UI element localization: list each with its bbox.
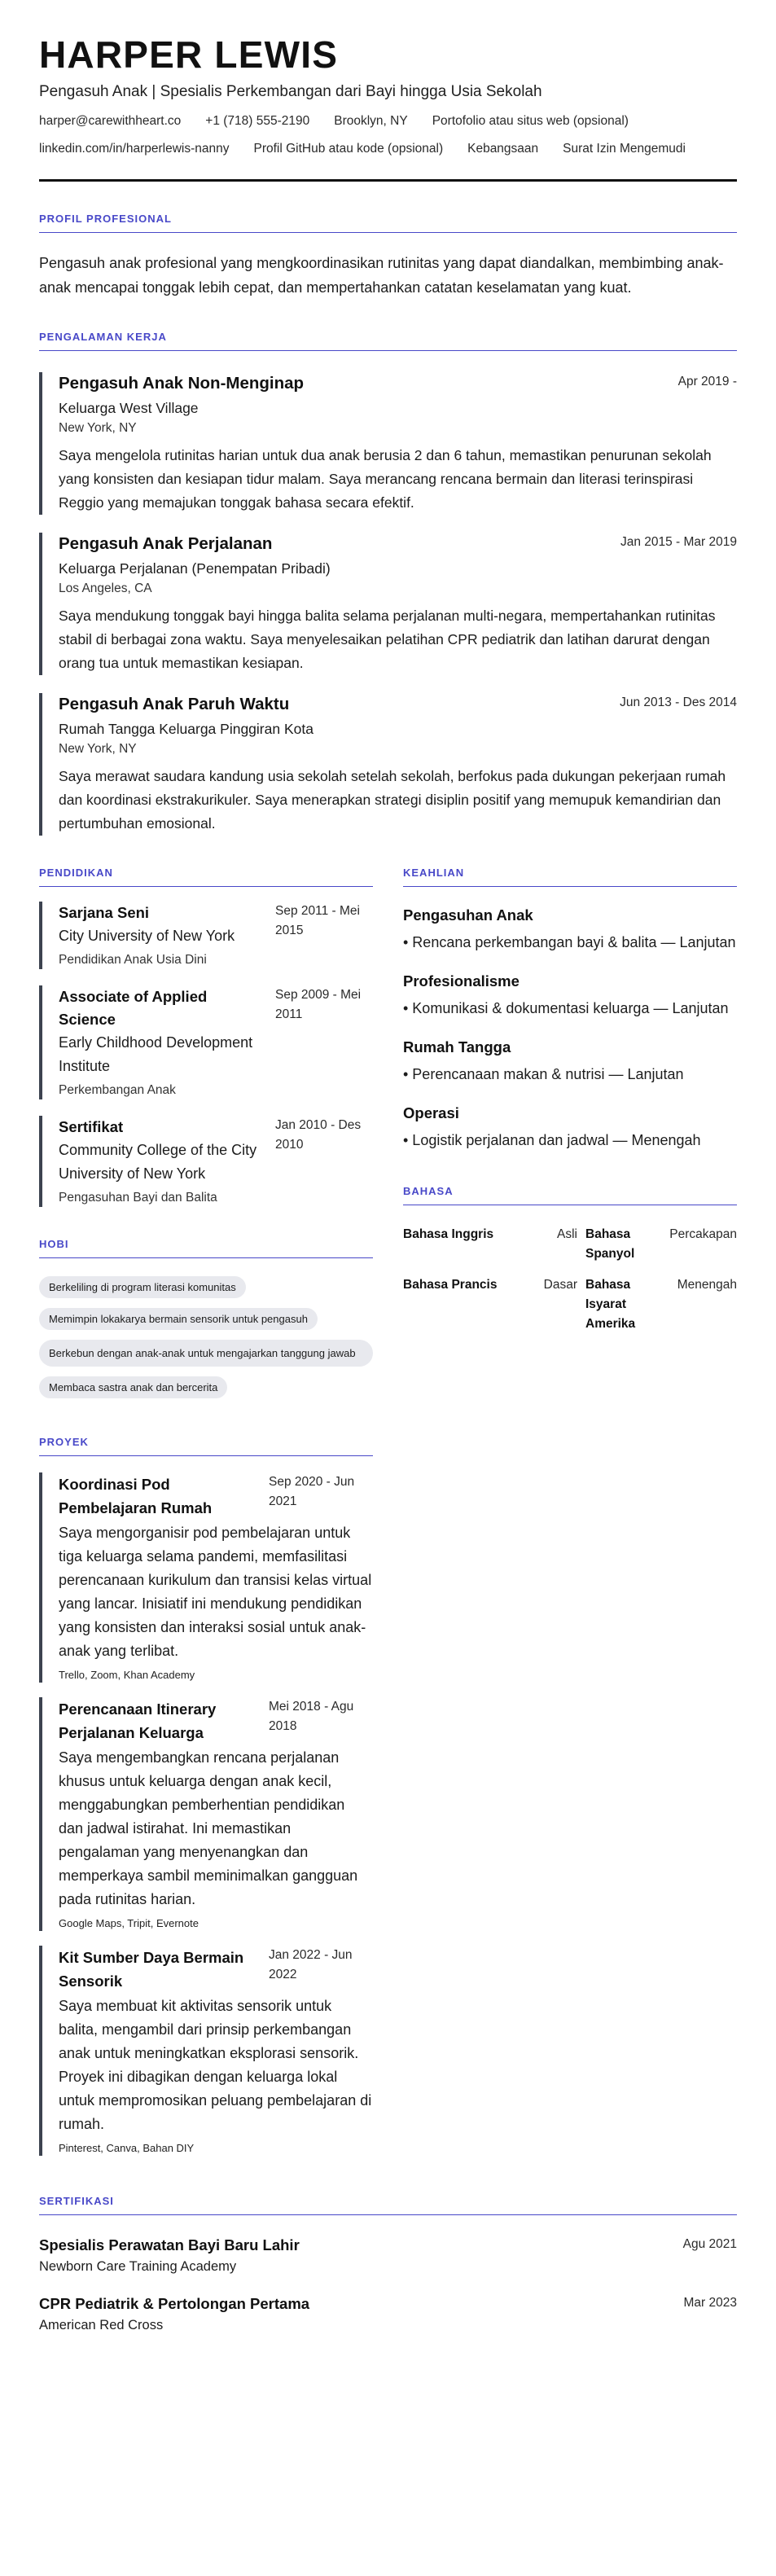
- language-name: Bahasa Spanyol: [585, 1227, 635, 1261]
- section-title-certifications: SERTIFIKASI: [39, 2195, 737, 2215]
- job-title: Pengasuh Anak Perjalanan: [59, 534, 273, 553]
- project-tools: Trello, Zoom, Khan Academy: [59, 1669, 195, 1681]
- employer: Keluarga Perjalanan (Penempatan Pribadi): [59, 560, 331, 577]
- job-dates: Apr 2019 -: [677, 375, 737, 388]
- language-name: Bahasa Prancis: [403, 1278, 498, 1292]
- hobby-tag: Membaca sastra anak dan bercerita: [39, 1376, 227, 1398]
- project-tools: Google Maps, Tripit, Evernote: [59, 1917, 199, 1929]
- summary-section: [39, 213, 737, 300]
- project-description: Saya membuat kit aktivitas sensorik untuk balita, mengambil dari prinsip perkembangan anak untuk meningkatkan eksplorasi sensorik. Proyek ini dibagikan dengan keluarga lokal untuk mempromosikan peluang pembelajaran di rumah.: [59, 1998, 372, 2132]
- contact-location: Brooklyn, NY: [334, 114, 408, 128]
- hobby-list: [39, 1276, 373, 1408]
- section-title-experience: PENGALAMAN KERJA: [39, 331, 737, 351]
- contact-list: [39, 112, 737, 158]
- section-title-languages: BAHASA: [403, 1185, 737, 1205]
- job-location: New York, NY: [59, 742, 137, 756]
- skill-item: • Logistik perjalanan dan jadwal — Menengah: [403, 1132, 701, 1148]
- job-description: Saya merawat saudara kandung usia sekolah setelah sekolah, berfokus pada dukungan pekerjaan rumah dan koordinasi ekstrakurikuler. Saya menerapkan strategi disiplin positif yang memupuk kemandirian dan pertumbuhan emosional.: [59, 768, 726, 832]
- skills-section: [403, 867, 737, 1152]
- certification-name: Spesialis Perawatan Bayi Baru Lahir: [39, 2236, 300, 2253]
- job-description: Saya mengelola rutinitas harian untuk dua anak berusia 2 dan 6 tahun, memastikan penurunan sekolah yang konsisten dan kesiapan tidur malam. Saya merancang rencana bermain dan literasi terinspirasi Reggio yang memajukan tonggak bahasa secara efektif.: [59, 447, 712, 511]
- experience-entry: [39, 372, 737, 515]
- header-divider: [39, 179, 737, 182]
- experience-section: [39, 331, 737, 836]
- project-dates: Jan 2022 - Jun 2022: [269, 1948, 353, 1981]
- education-entry: [39, 985, 373, 1099]
- certification-entry: [39, 2293, 737, 2334]
- hobby-tag: Berkebun dengan anak-anak untuk mengajarkan tanggung jawab: [39, 1340, 373, 1367]
- contact-license: Surat Izin Mengemudi: [563, 142, 686, 156]
- certification-entry: [39, 2235, 737, 2275]
- hobbies-section: [39, 1238, 373, 1408]
- left-column: [39, 867, 373, 2170]
- language-level: Asli: [557, 1227, 577, 1241]
- job-description: Saya mendukung tonggak bayi hingga balita selama perjalanan multi-negara, mempertahankan rutinitas stabil di berbagai zona waktu. Saya menyelesaikan pelatihan CPR pediatrik dan latihan darurat dengan orang tua untuk memastikan kesiapan.: [59, 608, 716, 671]
- skill-item: • Perencanaan makan & nutrisi — Lanjutan: [403, 1066, 684, 1082]
- education-dates: Sep 2011 - Mei 2015: [275, 904, 360, 937]
- skill-list: [403, 905, 737, 1152]
- job-title: Pengasuh Anak Paruh Waktu: [59, 695, 290, 713]
- project-description: Saya mengorganisir pod pembelajaran untuk tiga keluarga selama pandemi, memfasilitasi perencanaan kurikulum dan transisi kelas virtual yang lancar. Inisiatif ini mendukung pendidikan yang konsisten dan interaksi sosial untuk anak-anak yang terlibat.: [59, 1525, 372, 1659]
- education-section: [39, 867, 373, 1207]
- skill-category: Operasi: [403, 1104, 459, 1121]
- contact-portfolio[interactable]: Portofolio atau situs web (opsional): [432, 114, 629, 128]
- language-list: [403, 1225, 737, 1334]
- language-level: Dasar: [543, 1278, 577, 1292]
- certification-date: Agu 2021: [682, 2237, 737, 2251]
- school: City University of New York: [59, 928, 235, 944]
- language-name: Bahasa Isyarat Amerika: [585, 1278, 636, 1331]
- project-dates: Mei 2018 - Agu 2018: [269, 1700, 354, 1733]
- job-dates: Jan 2015 - Mar 2019: [620, 535, 737, 549]
- contact-linkedin[interactable]: linkedin.com/in/harperlewis-nanny: [39, 142, 230, 156]
- education-dates: Jan 2010 - Des 2010: [275, 1118, 362, 1152]
- employer: Rumah Tangga Keluarga Pinggiran Kota: [59, 721, 313, 737]
- section-title-skills: KEAHLIAN: [403, 867, 737, 887]
- field-of-study: Pendidikan Anak Usia Dini: [59, 953, 207, 967]
- hobby-tag: Berkeliling di program literasi komunitas: [39, 1276, 246, 1298]
- section-title-projects: PROYEK: [39, 1436, 373, 1456]
- job-dates: Jun 2013 - Des 2014: [620, 696, 737, 709]
- project-title: Koordinasi Pod Pembelajaran Rumah: [59, 1476, 213, 1516]
- certification-issuer: American Red Cross: [39, 2318, 164, 2332]
- education-entry: [39, 1116, 373, 1207]
- resume-header: [39, 33, 737, 182]
- language-level: Menengah: [677, 1278, 737, 1292]
- experience-list: [39, 372, 737, 836]
- skill-category: Pengasuhan Anak: [403, 906, 533, 924]
- job-title: Pengasuh Anak Non-Menginap: [59, 374, 305, 393]
- certifications-section: [39, 2195, 737, 2334]
- certification-issuer: Newborn Care Training Academy: [39, 2259, 237, 2274]
- projects-section: [39, 1436, 373, 2156]
- school: Community College of the City University of New York: [59, 1142, 257, 1182]
- candidate-name: HARPER LEWIS: [39, 33, 339, 76]
- project-entry: [39, 1946, 373, 2156]
- education-entry: [39, 902, 373, 969]
- languages-section: [403, 1185, 737, 1334]
- school: Early Childhood Development Institute: [59, 1034, 253, 1074]
- right-column: [403, 867, 737, 2170]
- employer: Keluarga West Village: [59, 400, 199, 416]
- summary-text: Pengasuh anak profesional yang mengkoordinasikan rutinitas yang dapat diandalkan, membimbing anak-anak mencapai tonggak lebih cepat, dan mempertahankan catatan keselamatan yang kuat.: [39, 255, 724, 296]
- project-list: [39, 1472, 373, 2156]
- project-entry: [39, 1697, 373, 1931]
- degree: Associate of Applied Science: [59, 988, 208, 1028]
- contact-github[interactable]: Profil GitHub atau kode (opsional): [253, 142, 444, 156]
- project-title: Kit Sumber Daya Bermain Sensorik: [59, 1949, 244, 1990]
- job-location: New York, NY: [59, 421, 137, 435]
- skill-item: • Komunikasi & dokumentasi keluarga — Lanjutan: [403, 1000, 729, 1016]
- job-location: Los Angeles, CA: [59, 581, 152, 595]
- section-title-education: PENDIDIKAN: [39, 867, 373, 887]
- contact-nationality: Kebangsaan: [467, 142, 539, 156]
- education-dates: Sep 2009 - Mei 2011: [275, 988, 362, 1021]
- headline: Pengasuh Anak | Spesialis Perkembangan dari Bayi hingga Usia Sekolah: [39, 83, 542, 100]
- section-title-hobbies: HOBI: [39, 1238, 373, 1258]
- contact-email[interactable]: harper@carewithheart.co: [39, 114, 182, 128]
- skill-item: • Rencana perkembangan bayi & balita — Lanjutan: [403, 934, 736, 950]
- degree: Sertifikat: [59, 1118, 124, 1135]
- project-dates: Sep 2020 - Jun 2021: [269, 1475, 355, 1508]
- project-tools: Pinterest, Canva, Bahan DIY: [59, 2142, 195, 2154]
- experience-entry: [39, 693, 737, 836]
- field-of-study: Perkembangan Anak: [59, 1083, 176, 1097]
- certification-date: Mar 2023: [683, 2296, 737, 2310]
- experience-entry: [39, 533, 737, 675]
- project-title: Perencanaan Itinerary Perjalanan Keluarga: [59, 1701, 217, 1741]
- project-entry: [39, 1472, 373, 1683]
- field-of-study: Pengasuhan Bayi dan Balita: [59, 1191, 217, 1205]
- hobby-tag: Memimpin lokakarya bermain sensorik untuk pengasuh: [39, 1308, 318, 1330]
- language-name: Bahasa Inggris: [403, 1227, 494, 1241]
- education-list: [39, 902, 373, 1207]
- certification-list: [39, 2235, 737, 2334]
- skill-category: Profesionalisme: [403, 972, 520, 990]
- two-column-area: [39, 867, 737, 2170]
- language-row: [403, 1275, 737, 1334]
- project-description: Saya mengembangkan rencana perjalanan khusus untuk keluarga dengan anak kecil, menggabungkan pemberhentian pendidikan dan jadwal istirahat. Ini memastikan pengalaman yang menyenangkan dan memperkaya sambil meminimalkan gangguan pada rutinitas harian.: [59, 1749, 358, 1907]
- language-row: [403, 1225, 737, 1264]
- skill-category: Rumah Tangga: [403, 1038, 511, 1055]
- certification-name: CPR Pediatrik & Pertolongan Pertama: [39, 2295, 310, 2312]
- contact-phone[interactable]: +1 (718) 555-2190: [205, 114, 310, 128]
- language-level: Percakapan: [669, 1227, 737, 1241]
- section-title-summary: PROFIL PROFESIONAL: [39, 213, 737, 233]
- degree: Sarjana Seni: [59, 904, 150, 921]
